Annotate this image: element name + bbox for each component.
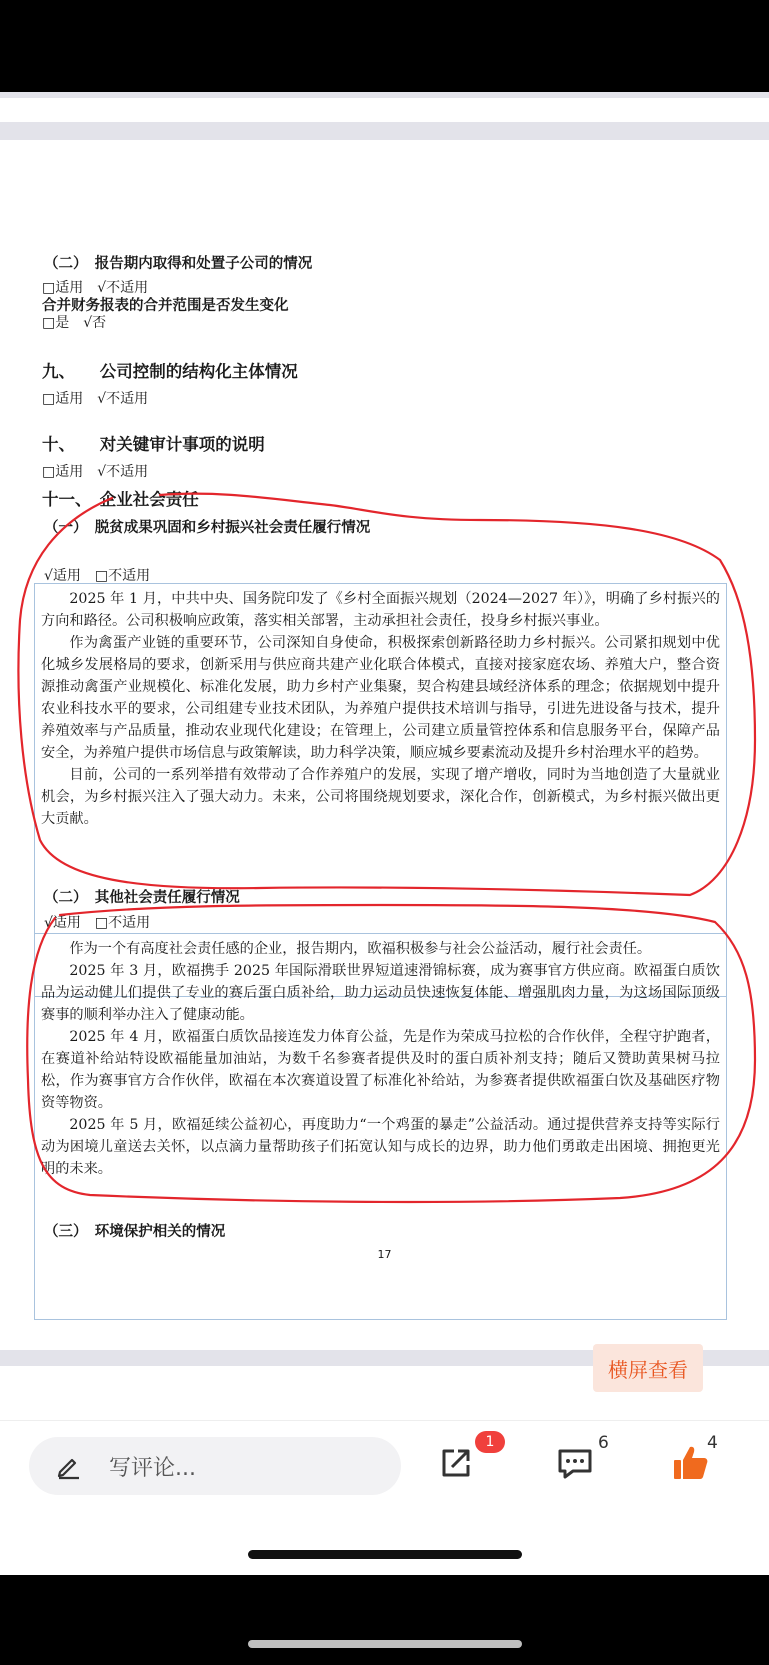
sec-11-2-option: √适用 □不适用 <box>44 915 151 931</box>
home-indicator <box>248 1550 522 1559</box>
sec-11-1-heading: （一） 脱贫成果巩固和乡村振兴社会责任履行情况 <box>44 519 371 536</box>
comment-input[interactable] <box>29 1437 401 1495</box>
sec-11-1-option: √适用 □不适用 <box>44 568 151 584</box>
bottom-action-bar <box>0 1420 769 1571</box>
share-badge: 1 <box>475 1431 505 1453</box>
paragraph: 2025 年 5 月，欧福延续公益初心，再度助力“一个鸡蛋的暴走”公益活动。通过提供营养支持等实际行动为困境儿童送去关怀，以点滴力量帮助孩子们拓宽认知与成长的边界，助力他们勇敢走出困境、拥抱更光明的未来。 <box>41 1117 720 1177</box>
home-indicator-secondary <box>248 1640 522 1648</box>
comment-count: 6 <box>598 1433 609 1453</box>
pencil-icon <box>55 1452 83 1480</box>
sec-10-option: □适用 √不适用 <box>42 464 149 480</box>
page-gap-top <box>0 122 769 140</box>
comment-placeholder: 写评论... <box>109 1455 196 1481</box>
scope-change-heading: 合并财务报表的合并范围是否发生变化 <box>42 297 289 314</box>
paragraph: 作为一个有高度社会责任感的企业，报告期内，欧福积极参与社会公益活动，履行社会责任。 <box>69 941 652 957</box>
share-icon[interactable] <box>436 1443 476 1483</box>
sec-11-3-heading: （三） 环境保护相关的情况 <box>44 1223 226 1240</box>
page-number: 17 <box>377 1248 392 1261</box>
top-separator <box>0 92 769 98</box>
paragraph: 2025 年 1 月，中共中央、国务院印发了《乡村全面振兴规划（2024—2027 年）》，明确了乡村振兴的方向和路径。公司积极响应政策，落实相关部署，主动承担社会责任，投身乡村振兴事业。 <box>41 591 720 629</box>
landscape-view-button[interactable]: 横屏查看 <box>593 1344 703 1392</box>
sec-11-2-heading: （二） 其他社会责任履行情况 <box>44 889 240 906</box>
sec-10-heading: 十、 对关键审计事项的说明 <box>42 435 265 454</box>
paragraph: 目前，公司的一系列举措有效带动了合作养殖户的发展，实现了增产增收，同时为当地创造了大量就业机会，为乡村振兴注入了强大动力。未来，公司将围绕规划要求，深化合作，创新模式，为乡村振兴做出更大贡献。 <box>41 767 720 827</box>
sec-11-heading: 十一、 企业社会责任 <box>42 490 199 509</box>
bottom-black-area <box>0 1575 769 1665</box>
sec-9-option: □适用 √不适用 <box>42 391 149 407</box>
document-page <box>0 140 769 1350</box>
social-responsibility-textbox <box>34 933 727 1320</box>
sec-2-option: □适用 √不适用 <box>42 280 149 296</box>
scope-change-option: □是 √否 <box>42 315 107 331</box>
like-count: 4 <box>707 1433 718 1453</box>
thumbs-up-icon[interactable] <box>671 1443 711 1483</box>
sec-9-heading: 九、 公司控制的结构化主体情况 <box>42 362 298 381</box>
paragraph: 2025 年 4 月，欧福蛋白质饮品接连发力体育公益，先是作为荣成马拉松的合作伙伴，全程守护跑者，在赛道补给站特设欧福能量加油站，为数千名参赛者提供及时的蛋白质补剂支持；随后又赞助黄果树马拉松，作为赛事官方合作伙伴，欧福在本次赛道设置了标准化补给站，为参赛者提供欧福蛋白饮及基础医疗物资等物资。 <box>41 1029 720 1111</box>
status-bar <box>0 0 769 92</box>
sec-2-heading: （二） 报告期内取得和处置子公司的情况 <box>44 255 313 272</box>
paragraph: 2025 年 3 月，欧福携手 2025 年国际滑联世界短道速滑锦标赛，成为赛事官方供应商。欧福蛋白质饮品为运动健儿们提供了专业的赛后蛋白质补给，助力运动员快速恢复体能、增强肌肉力量，为这场国际顶级赛事的顺利举办注入了健康动能。 <box>41 963 720 1023</box>
paragraph: 作为禽蛋产业链的重要环节，公司深知自身使命，积极探索创新路径助力乡村振兴。公司紧扣规划中优化城乡发展格局的要求，创新采用与供应商共建产业化联合体模式，直接对接家庭农场、养殖大户，整合资源推动禽蛋产业规模化、标准化发展，助力乡村产业集聚，契合构建县域经济体系的理念；依据规划中提升农业科技水平的要求，公司组建专业技术团队，为养殖户提供技术培训与指导，引进先进设备与技术，提升养殖效率与产品质量，推动农业现代化建设；在管理上，公司建立质量管控体系和信息服务平台，保障产品安全，为养殖户提供市场信息与政策解读，助力科学决策，顺应城乡要素流动及提升乡村治理水平的趋势。 <box>41 635 720 761</box>
comment-icon[interactable] <box>555 1443 595 1483</box>
